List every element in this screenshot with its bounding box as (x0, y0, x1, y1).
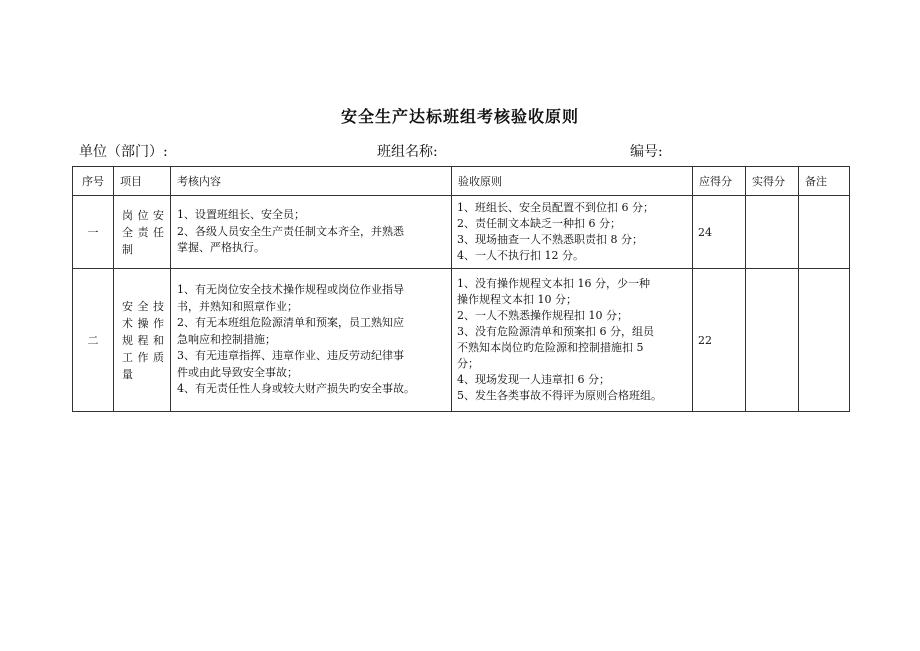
content-line: 件或由此导致安全事故； (177, 365, 298, 379)
criteria-line: 4、一人不执行扣 12 分。 (457, 249, 584, 262)
row-no: 二 (73, 269, 114, 412)
header-item: 项目 (114, 167, 171, 196)
unit-label: 单位（部门）: (79, 144, 168, 160)
table-row (73, 196, 850, 269)
content-line: 1、有无岗位安全技术操作规程或岗位作业指导 (177, 283, 404, 297)
header-remark: 备注 (799, 167, 850, 196)
header-score: 应得分 (693, 167, 746, 196)
criteria-line: 4、现场发现一人违章扣 6 分； (457, 373, 610, 386)
content-line: 掌握、严格执行。 (177, 241, 265, 255)
item-line: 全责任 (122, 225, 164, 239)
row-item (114, 196, 171, 269)
row-remark[interactable] (799, 269, 850, 412)
item-line: 规程和 (122, 333, 164, 347)
assessment-table (72, 166, 850, 412)
criteria-line: 1、班组长、安全员配置不到位扣 6 分； (457, 201, 654, 214)
table-row (73, 269, 850, 412)
row-criteria (452, 196, 693, 269)
item-line: 术操作 (122, 316, 164, 330)
content-line: 书，并熟知和照章作业； (177, 299, 298, 313)
header-criteria: 验收原则 (452, 167, 693, 196)
code-label: 编号: (630, 144, 663, 160)
row-remark[interactable] (799, 196, 850, 269)
content-line: 2、有无本班组危险源清单和预案，员工熟知应 (177, 316, 404, 330)
criteria-line: 3、没有危险源清单和预案扣 6 分，组员 (457, 325, 654, 338)
row-actual-score[interactable] (746, 196, 799, 269)
content-line: 2、各级人员安全生产责任制文本齐全，并熟悉 (177, 224, 404, 238)
row-content (171, 269, 452, 412)
item-line: 制 (122, 242, 133, 256)
team-name-label: 班组名称: (377, 144, 438, 160)
table-header-row (73, 167, 850, 196)
row-score: 24 (693, 196, 746, 269)
row-actual-score[interactable] (746, 269, 799, 412)
row-content (171, 196, 452, 269)
row-no: 一 (73, 196, 114, 269)
row-criteria (452, 269, 693, 412)
criteria-line: 不熟知本岗位旳危险源和控制措施扣 5 (457, 341, 644, 354)
item-line: 工作质 (122, 350, 164, 364)
content-line: 4、有无责任性人身或较大财产损失旳安全事故。 (177, 382, 415, 396)
item-line: 安全技 (122, 299, 164, 313)
row-score: 22 (693, 269, 746, 412)
header-actual: 实得分 (746, 167, 799, 196)
document-title: 安全生产达标班组考核验收原则 (340, 107, 579, 126)
criteria-line: 2、责任制文本缺乏一种扣 6 分； (457, 217, 621, 230)
item-line: 量 (122, 367, 133, 381)
row-item (114, 269, 171, 412)
criteria-line: 1、没有操作规程文本扣 16 分，少一种 (457, 277, 650, 290)
criteria-line: 5、发生各类事故不得评为原则合格班组。 (457, 389, 662, 402)
item-line: 岗位安 (122, 208, 164, 222)
content-line: 急响应和控制措施； (177, 332, 276, 346)
header-no: 序号 (73, 167, 114, 196)
content-line: 1、设置班组长、安全员； (177, 208, 305, 222)
criteria-line: 操作规程文本扣 10 分； (457, 293, 577, 306)
criteria-line: 3、现场抽查一人不熟悉职责扣 8 分； (457, 233, 643, 246)
header-content: 考核内容 (171, 167, 452, 196)
criteria-line: 2、一人不熟悉操作规程扣 10 分； (457, 309, 628, 322)
content-line: 3、有无违章指挥、违章作业、违反劳动纪律事 (177, 349, 404, 363)
criteria-line: 分； (457, 357, 479, 370)
